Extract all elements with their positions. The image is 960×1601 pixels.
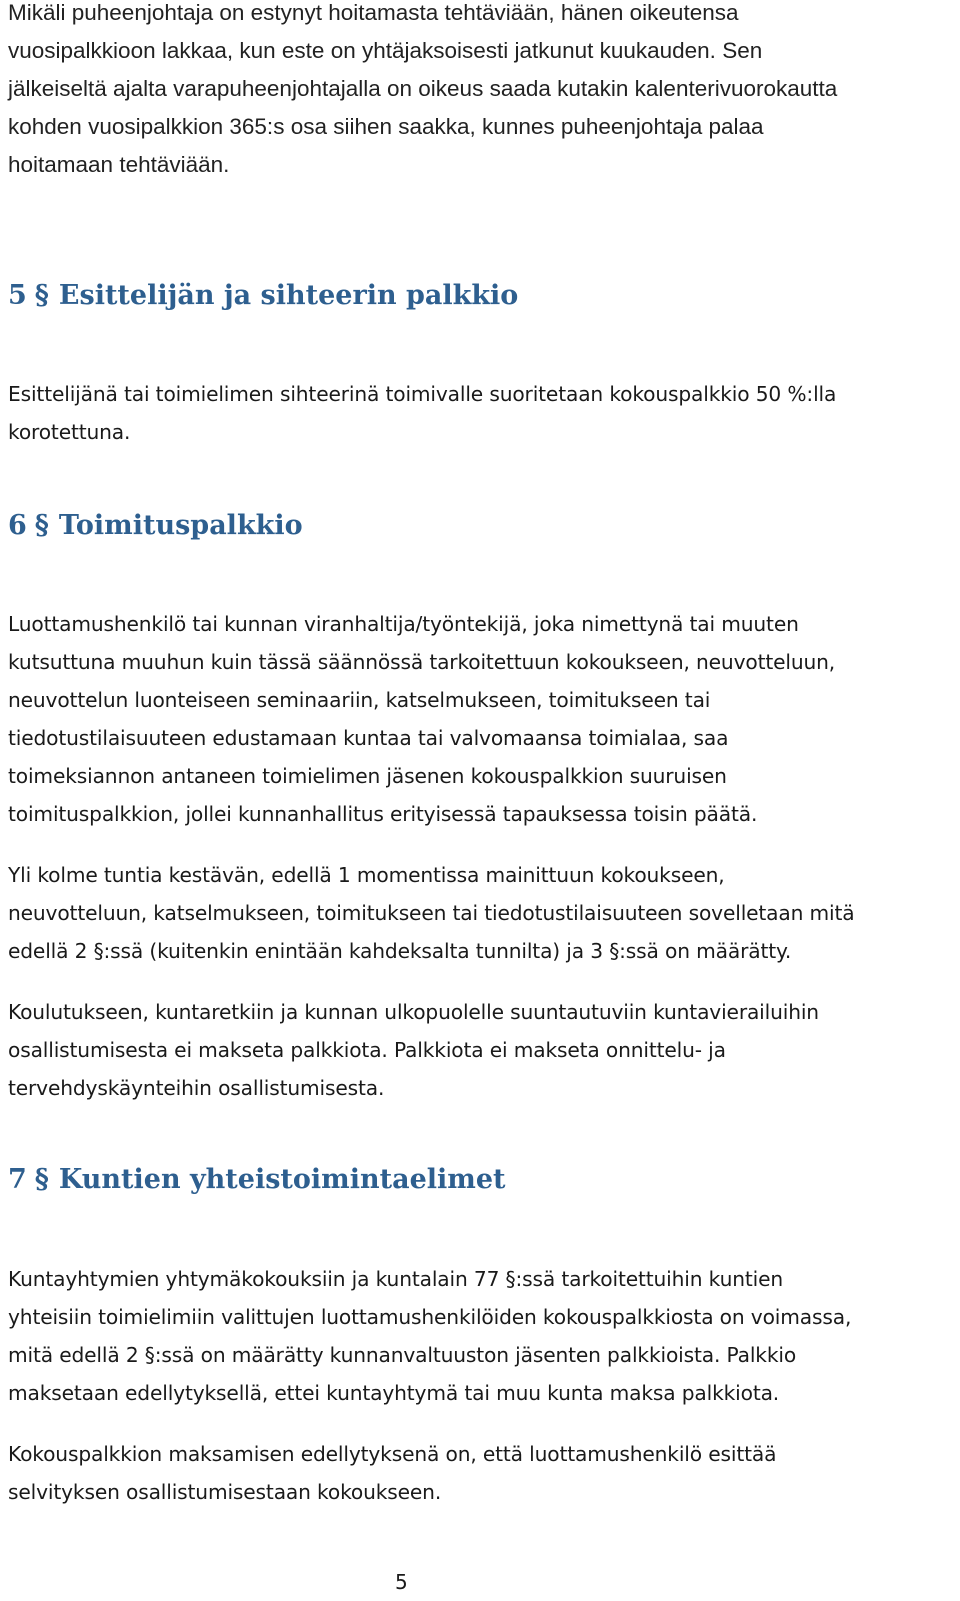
- text-line: tervehdyskäynteihin osallistumisesta.: [8, 1076, 385, 1100]
- section-symbol: §: [34, 280, 49, 311]
- text-line: Mikäli puheenjohtaja on estynyt hoitamasta tehtäviään, hänen oikeutensa: [8, 0, 739, 25]
- section-title: Toimituspalkkio: [58, 510, 303, 541]
- text-line: kohden vuosipalkkion 365:s osa siihen saakka, kunnes puheenjohtaja palaa: [8, 114, 764, 139]
- text-line: selvityksen osallistumisestaan kokoukseen.: [8, 1480, 442, 1504]
- text-line: toimeksiannon antaneen toimielimen jäsenen kokouspalkkion suuruisen: [8, 764, 727, 788]
- text-line: toimituspalkkion, jollei kunnanhallitus erityisessä tapauksessa toisin päätä.: [8, 802, 758, 826]
- section-6-paragraph-1: [8, 605, 948, 833]
- section-5-heading: [8, 278, 518, 314]
- text-line: tiedotustilaisuuteen edustamaan kuntaa tai valvomaansa toimialaa, saa: [8, 726, 729, 750]
- text-line: yhteisiin toimielimiin valittujen luottamushenkilöiden kokouspalkkiosta on voimassa,: [8, 1305, 852, 1329]
- section-5-paragraph: [8, 375, 948, 451]
- text-line: hoitamaan tehtäviään.: [8, 152, 230, 177]
- section-6-paragraph-2: [8, 856, 948, 970]
- text-line: osallistumisesta ei makseta palkkiota. Palkkiota ei makseta onnittelu- ja: [8, 1038, 726, 1062]
- section-6-heading: [8, 508, 303, 544]
- text-line: Luottamushenkilö tai kunnan viranhaltija/työntekijä, joka nimettynä tai muuten: [8, 612, 799, 636]
- section-number: 7: [8, 1164, 27, 1195]
- section-symbol: §: [34, 1164, 49, 1195]
- section-7-paragraph-2: [8, 1435, 948, 1511]
- section-6-paragraph-3: [8, 993, 948, 1107]
- text-line: jälkeiseltä ajalta varapuheenjohtajalla on oikeus saada kutakin kalenterivuorokautta: [8, 76, 838, 101]
- text-line: Esittelijänä tai toimielimen sihteerinä toimivalle suoritetaan kokouspalkkio 50 %:lla: [8, 382, 837, 406]
- text-line: mitä edellä 2 §:ssä on määrätty kunnanvaltuuston jäsenten palkkioista. Palkkio: [8, 1343, 797, 1367]
- section-7-paragraph-1: [8, 1260, 948, 1412]
- text-line: edellä 2 §:ssä (kuitenkin enintään kahdeksalta tunnilta) ja 3 §:ssä on määrätty.: [8, 939, 792, 963]
- text-line: Koulutukseen, kuntaretkiin ja kunnan ulkopuolelle suuntautuviin kuntavierailuihin: [8, 1000, 819, 1024]
- text-line: vuosipalkkioon lakkaa, kun este on yhtäjaksoisesti jatkunut kuukauden. Sen: [8, 38, 763, 63]
- text-line: Yli kolme tuntia kestävän, edellä 1 momentissa mainittuun kokoukseen,: [8, 863, 725, 887]
- section-title: Esittelijän ja sihteerin palkkio: [58, 280, 519, 311]
- text-line: neuvotteluun, katselmukseen, toimitukseen tai tiedotustilaisuuteen sovelletaan mitä: [8, 901, 855, 925]
- section-title: Kuntien yhteistoimintaelimet: [58, 1164, 506, 1195]
- text-line: neuvottelun luonteiseen seminaariin, katselmukseen, toimitukseen tai: [8, 688, 711, 712]
- text-line: Kuntayhtymien yhtymäkokouksiin ja kuntalain 77 §:ssä tarkoitettuihin kuntien: [8, 1267, 783, 1291]
- section-number: 5: [8, 280, 27, 311]
- section-symbol: §: [34, 510, 49, 541]
- section-7-heading: [8, 1162, 506, 1198]
- text-line: korotettuna.: [8, 420, 131, 444]
- text-line: kutsuttuna muuhun kuin tässä säännössä tarkoitettuun kokoukseen, neuvotteluun,: [8, 650, 836, 674]
- text-line: Kokouspalkkion maksamisen edellytyksenä on, että luottamushenkilö esittää: [8, 1442, 777, 1466]
- intro-paragraph: [8, 0, 948, 184]
- text-line: maksetaan edellytyksellä, ettei kuntayhtymä tai muu kunta maksa palkkiota.: [8, 1381, 780, 1405]
- page-number: 5: [395, 1570, 408, 1594]
- section-number: 6: [8, 510, 27, 541]
